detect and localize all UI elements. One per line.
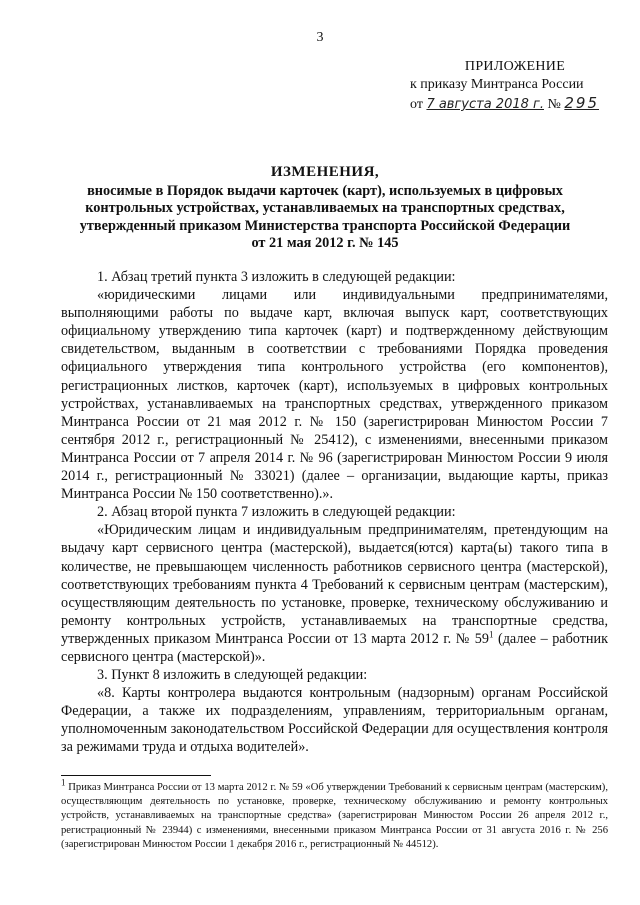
item-1: 1. Абзац третий пункта 3 изложить в следующей редакции:: [97, 269, 456, 285]
footnote-separator: [61, 775, 211, 776]
footnote-mark: 1: [61, 777, 66, 788]
item-2-quote-text: «Юридическим лицам и индивидуальным предпринимателям, претендующим на выдачу карт сервисного центра (мастерской), выдается(ются) карта(ы) такого типа в количестве, не превышающем численность работников сервисного центра (мастерской), соответствующих требованиям пункта 4 Требований к сервисным центрам (мастерским), осуществляющим деятельность по установке, проверке, техническому обслуживанию и ремонту контрольных устройств, устанавливаемых на транспортные средства, утвержденных приказом Минтранса России от 13 марта 2012 г. № 59: [61, 522, 608, 647]
item-2-quote-tail: (далее – работник сервисного центра (мастерской)».: [61, 630, 608, 665]
title-line-3: утвержденный приказом Министерства транспорта Российской Федерации: [79, 217, 571, 234]
title-line-1: вносимые в Порядок выдачи карточек (карт), используемых в цифровых: [87, 183, 563, 200]
date-prefix: от: [410, 97, 423, 112]
number-prefix: №: [547, 97, 561, 112]
handwritten-number: 295: [564, 94, 599, 112]
appendix-block: [410, 58, 610, 114]
title-line-2: контрольных устройствах, устанавливаемых на транспортных средствах,: [85, 200, 565, 217]
item-3: 3. Пункт 8 изложить в следующей редакции:: [97, 667, 368, 684]
appendix-heading: ПРИЛОЖЕНИЕ: [464, 59, 566, 74]
title-line-4: от 21 мая 2012 г. № 145: [251, 234, 399, 251]
handwritten-date: 7 августа 2018 г.: [426, 97, 544, 112]
footnote: [61, 777, 608, 852]
title-main: ИЗМЕНЕНИЯ,: [270, 164, 380, 180]
item-2-quote: [61, 521, 608, 666]
footnote-reference: 1: [488, 629, 494, 640]
appendix-order-reference: к приказу Минтранса России: [410, 77, 584, 92]
item-1-quote: «юридическими лицами или индивидуальными предпринимателями, выполняющими работы по выдаче карт, включая выпуск карт, соответствующих официальному утверждению типа карточек (карт) и подтвержденному действующим свидетельством, выданным в соответствии с требованиями Порядка проведения официального утверждения типа контрольного устройства (его компонентов), регистрационных листков, карточек (карт), используемых в цифровых контрольных устройствах, устанавливаемых на транспортных средствах, утвержденного приказом Минтранса России от 21 мая 2012 г. № 150 (зарегистрирован Минюстом России 7 сентября 2012 г., регистрационный № 25412), с изменениями, внесенными приказом Минтранса России от 7 апреля 2014 г. № 96 (зарегистрирован Минюстом России 9 июля 2014 г., регистрационный № 33021) (далее – организации, выдающие карты, приказ Минтранса России № 150 соответственно).».: [61, 287, 608, 503]
footnote-text: Приказ Минтранса России от 13 марта 2012 г. № 59 «Об утверждении Требований к сервисным центрам (мастерским), осуществляющим деятельность по установке, проверке, техническому обслуживанию и ремонту контрольных устройств, устанавливаемых на транспортные средства» (зарегистрирован Минюстом России 26 апреля 2012 г., регистрационный № 23944) с изменениями, внесенными приказом Минтранса России от 31 августа 2016 г. № 256 (зарегистрирован Минюстом России 1 декабря 2016 г., регистрационный № 44512).: [61, 782, 608, 850]
page-number: 3: [316, 30, 324, 45]
document-title: [60, 164, 590, 252]
document-body: [61, 268, 608, 757]
appendix-date-line: [410, 94, 610, 114]
item-3-quote: «8. Карты контролера выдаются контрольным (надзорным) органам Российской Федерации, а также их подразделениям, управлениям, территориальным органам, уполномоченным законодательством Российской Федерации для осуществления контроля за режимами труда и отдыха водителей».: [61, 685, 608, 756]
item-2: 2. Абзац второй пункта 7 изложить в следующей редакции:: [97, 504, 456, 521]
